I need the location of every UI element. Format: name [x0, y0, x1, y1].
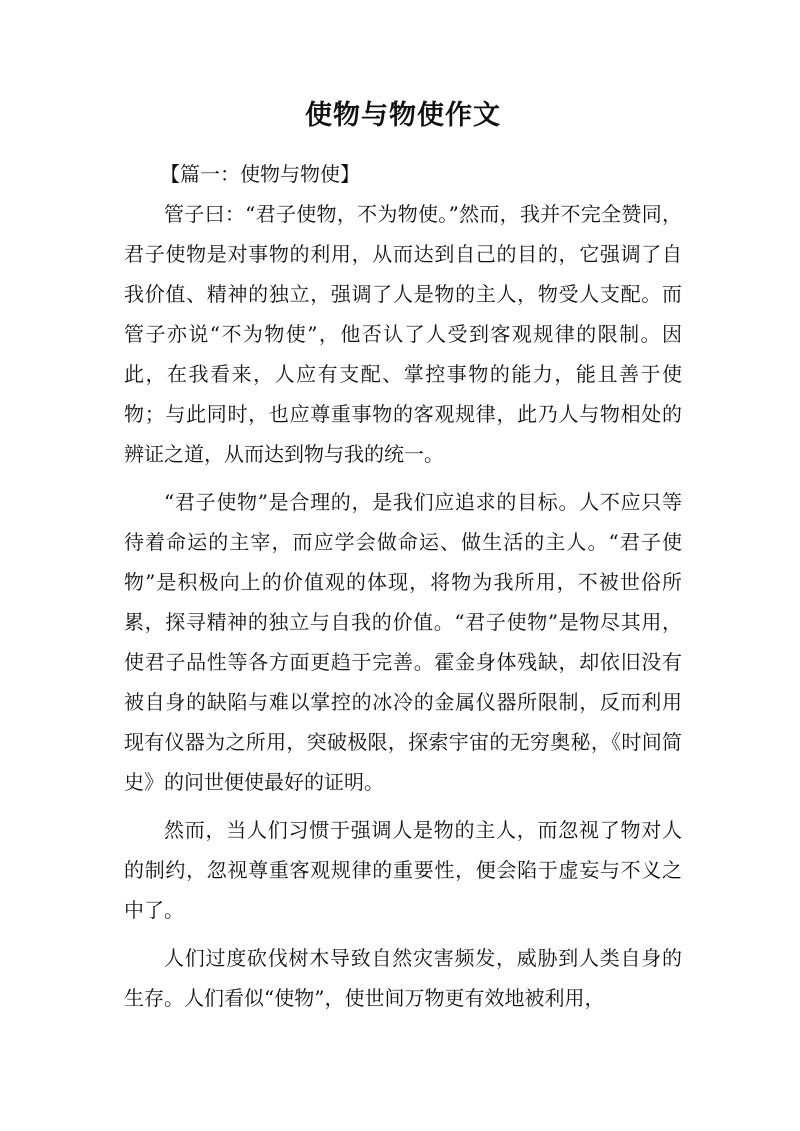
document-title: 使物与物使作文 [305, 100, 501, 131]
paragraph-3: 然而，当人们习惯于强调人是物的主人，而忽视了物对人的制约，忽视尊重客观规律的重要性，便会陷于虚妄与不义之中了。 [124, 818, 682, 922]
paragraph-4: 人们过度砍伐树木导致自然灾害频发，威胁到人类自身的生存。人们看似“使物”，使世间万物更有效地被利用， [124, 946, 682, 1010]
section-heading: 【篇一：使物与物使】 [160, 162, 360, 186]
paragraph-2: “君子使物”是合理的，是我们应追求的目标。人不应只等待着命运的主宰，而应学会做命运、做生活的主人。“君子使物”是积极向上的价值观的体现，将物为我所用，不被世俗所累，探寻精神的独立与自我的价值。“君子使物”是物尽其用，使君子品性等各方面更趋于完善。霍金身体残缺，却依旧没有被自身的缺陷与难以掌控的冰冷的金属仪器所限制，反而利用现有仪器为之所用，突破极限，探索宇宙的无穷奥秘，《时间简史》的问世便使最好的证明。 [124, 490, 682, 794]
paragraph-1: 管子曰：“君子使物，不为物使。”然而，我并不完全赞同，君子使物是对事物的利用，从而达到自己的目的，它强调了自我价值、精神的独立，强调了人是物的主人，物受人支配。而管子亦说“不为物使”，他否认了人受到客观规律的限制。因此，在我看来，人应有支配、掌控事物的能力，能且善于使物；与此同时，也应尊重事物的客观规律，此乃人与物相处的辨证之道，从而达到物与我的统一。 [124, 202, 682, 466]
